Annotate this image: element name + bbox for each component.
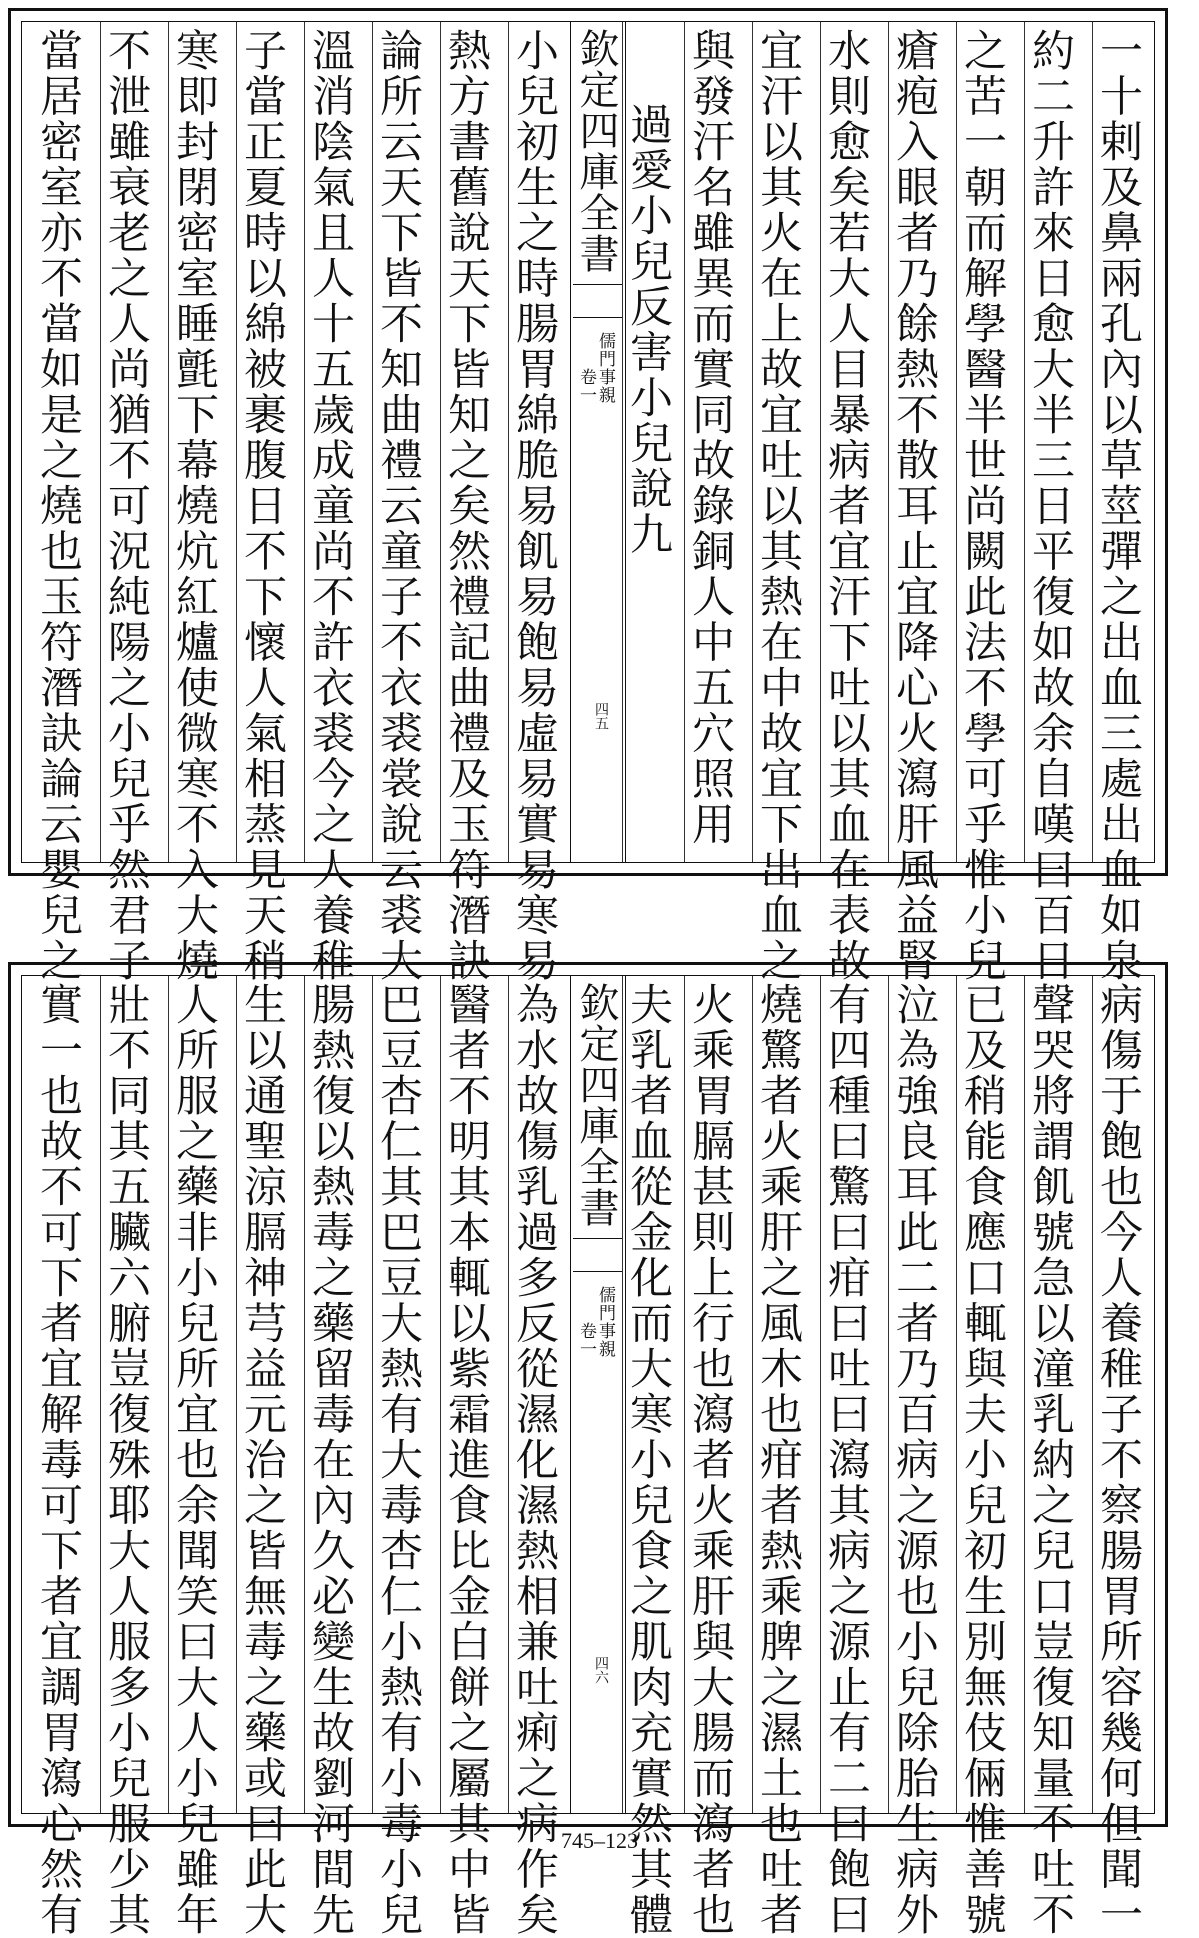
banner-volume: 卷一 bbox=[576, 1322, 596, 1358]
banner-book-name: 儒門事親 bbox=[595, 1286, 615, 1358]
center-banner bbox=[570, 22, 626, 862]
banner-title: 欽定四庫全書 bbox=[573, 982, 619, 1228]
column-rule bbox=[820, 976, 821, 1813]
column-rule bbox=[684, 22, 685, 862]
text-column: 病傷于飽也今人養稚子不察腸胃所容幾何但聞一 bbox=[1093, 982, 1143, 1938]
text-column: 實一也故不可下者宜解毒可下者宜調胃瀉心然有 bbox=[33, 982, 83, 1938]
column-rule bbox=[622, 976, 623, 1813]
column-rule bbox=[440, 22, 441, 862]
banner-page-number: 四六 bbox=[593, 1656, 609, 1684]
text-column: 不泄雖衰老之人尚猶不可況純陽之小兒乎然君子 bbox=[101, 28, 151, 984]
column-rule bbox=[508, 976, 509, 1813]
text-column: 腸熱復以熱毒之藥留毒在內久必變生故劉河間先 bbox=[305, 982, 355, 1938]
column-rule bbox=[684, 976, 685, 1813]
banner-book-name: 儒門事親 bbox=[595, 332, 615, 404]
text-column: 約二升許來日愈大半三日平復如故余自嘆曰百日 bbox=[1025, 28, 1075, 984]
text-column: 小兒初生之時腸胃綿脆易飢易飽易虛易實易寒易 bbox=[509, 28, 559, 984]
text-column: 子當正夏時以綿被裹腹日不下懷人氣相蒸見天稍 bbox=[237, 28, 287, 984]
column-rule bbox=[752, 22, 753, 862]
center-banner bbox=[570, 976, 626, 1813]
column-rule bbox=[304, 22, 305, 862]
text-column: 溫消陰氣且人十五歲成童尚不許衣裘今之人養稚 bbox=[305, 28, 355, 984]
column-rule bbox=[372, 976, 373, 1813]
text-column: 聲哭將謂飢號急以潼乳納之兒口豈復知量不吐不 bbox=[1025, 982, 1075, 1938]
column-rule bbox=[508, 22, 509, 862]
text-column: 燒驚者火乘肝之風木也疳者熱乘脾之濕土也吐者 bbox=[753, 982, 803, 1938]
text-column: 寒即封閉密室睡氈下幕燒炕紅爐使微寒不入大燒 bbox=[169, 28, 219, 984]
text-column: 瘡疱入眼者乃餘熱不散耳止宜降心火瀉肝風益腎 bbox=[889, 28, 939, 984]
banner-volume: 卷一 bbox=[576, 368, 596, 404]
top-page bbox=[8, 8, 1168, 984]
column-rule bbox=[1024, 976, 1025, 1813]
banner-page-number: 四五 bbox=[593, 702, 609, 730]
footer-page-label: 745–123 bbox=[561, 1828, 638, 1853]
column-rule bbox=[168, 22, 169, 862]
column-rule bbox=[168, 976, 169, 1813]
column-rule bbox=[372, 22, 373, 862]
column-rule bbox=[820, 22, 821, 862]
column-rule bbox=[1092, 22, 1093, 862]
section-heading: 過愛小兒反害小兒說九 bbox=[623, 102, 673, 557]
column-rule bbox=[100, 976, 101, 1813]
column-rule bbox=[888, 22, 889, 862]
fish-tail-mark bbox=[573, 284, 623, 318]
column-rule bbox=[236, 976, 237, 1813]
text-column: 醫者不明其本輒以紫霜進食比金白餅之屬其中皆 bbox=[441, 982, 491, 1938]
text-column: 當居密室亦不當如是之燒也玉符潛訣論云嬰兒之 bbox=[33, 28, 83, 984]
text-column: 火乘胃膈甚則上行也瀉者火乘肝與大腸而瀉者也 bbox=[685, 982, 735, 1938]
fish-tail-mark bbox=[573, 1238, 623, 1272]
text-column: 宜汗以其火在上故宜吐以其熱在中故宜下出血之 bbox=[753, 28, 803, 984]
text-column: 與發汗名雖異而實同故錄銅人中五穴照用 bbox=[685, 28, 735, 847]
text-column: 水則愈矣若大人目暴病者宜汗下吐以其血在表故 bbox=[821, 28, 871, 984]
text-column: 生以通聖涼膈神芎益元治之皆無毒之藥或曰此大 bbox=[237, 982, 287, 1938]
text-column: 一十剌及鼻兩孔內以草莖彈之出血三處出血如泉 bbox=[1093, 28, 1143, 984]
text-column: 論所云天下皆不知曲禮云童子不衣裘裳說云裘大 bbox=[373, 28, 423, 984]
column-rule bbox=[304, 976, 305, 1813]
column-rule bbox=[752, 976, 753, 1813]
column-rule bbox=[956, 976, 957, 1813]
column-rule bbox=[956, 22, 957, 862]
column-rule bbox=[622, 22, 623, 862]
text-column: 人所服之藥非小兒所宜也余聞笑曰大人小兒雖年 bbox=[169, 982, 219, 1938]
column-rule bbox=[236, 22, 237, 862]
text-column: 有四種曰驚曰疳曰吐曰瀉其病之源止有二曰飽曰 bbox=[821, 982, 871, 1938]
text-column: 熱方書舊說天下皆知之矣然禮記曲禮及玉符潛訣 bbox=[441, 28, 491, 984]
banner-title: 欽定四庫全書 bbox=[573, 28, 619, 274]
text-column: 為水故傷乳過多反從濕化濕熱相兼吐痢之病作矣 bbox=[509, 982, 559, 1938]
top-page-frame bbox=[21, 21, 1155, 984]
column-rule bbox=[440, 976, 441, 1813]
column-rule bbox=[100, 22, 101, 862]
text-column: 之苦一朝而解學醫半世尚闕此法不學可乎惟小兒 bbox=[957, 28, 1007, 984]
text-column: 壯不同其五臟六腑豈復殊耶大人服多小兒服少其 bbox=[101, 982, 151, 1938]
text-column: 泣為強良耳此二者乃百病之源也小兒除胎生病外 bbox=[889, 982, 939, 1938]
column-rule bbox=[888, 976, 889, 1813]
text-column: 已及稍能食應口輒與夫小兒初生別無伎倆惟善號 bbox=[957, 982, 1007, 1938]
text-column: 巴豆杏仁其巴豆大熱有大毒杏仁小熱有小毒小兒 bbox=[373, 982, 423, 1938]
text-column: 夫乳者血從金化而大寒小兒食之肌肉充實然其體 bbox=[623, 982, 673, 1938]
column-rule bbox=[1092, 976, 1093, 1813]
column-rule bbox=[1024, 22, 1025, 862]
